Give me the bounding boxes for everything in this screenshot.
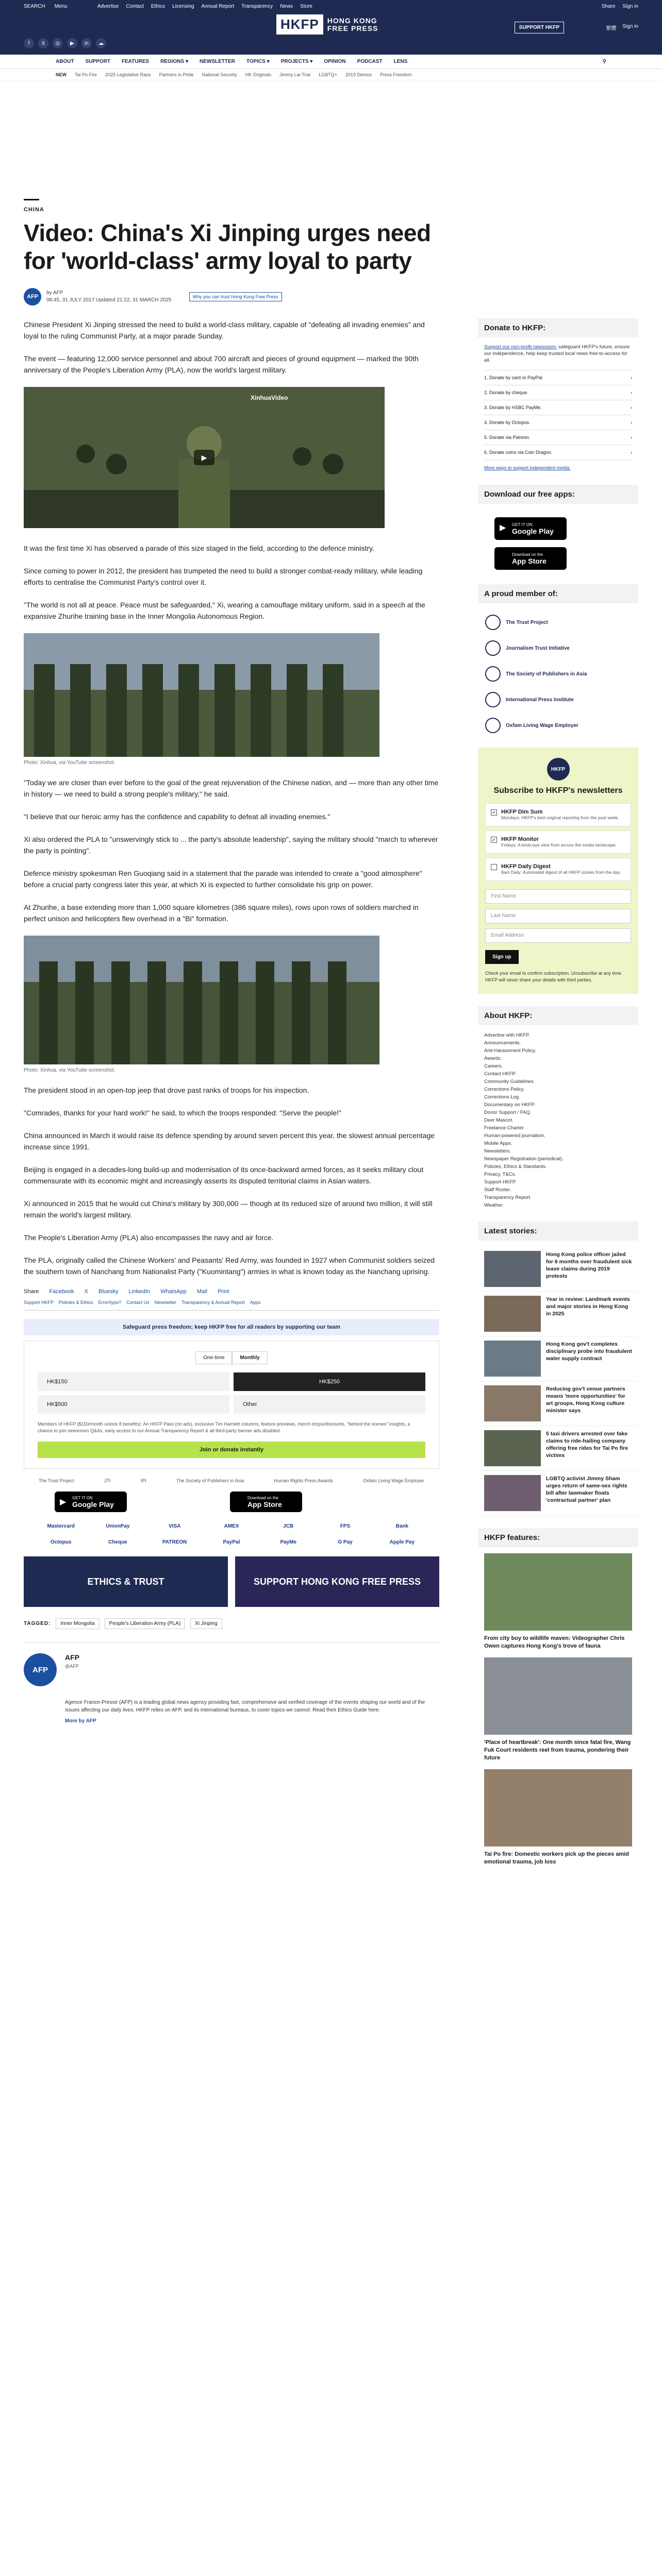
logo-trust-project[interactable]: The Trust Project [39,1478,74,1483]
payment-methods [24,1520,439,1548]
latest-story[interactable] [478,1426,638,1471]
share-x[interactable]: X [84,1289,89,1295]
share-label: Share [24,1289,39,1295]
about-link[interactable]: Contact HKFP. [484,1071,517,1077]
trending-item[interactable]: Jimmy Lai Trial [279,72,311,77]
header-sign-in-link[interactable]: Sign in [622,24,638,29]
app-store-small: Download on the [247,1495,279,1500]
first-name-input[interactable]: First Name [485,889,631,904]
trending-item[interactable]: 2019 Demos [345,72,372,77]
chevron-right-icon: › [631,390,632,395]
amount-option-selected[interactable]: HK$250 [234,1372,425,1391]
photo-soldiers-2-image [24,936,379,1064]
donate-text-body: safeguard HKFP's future, ensure our independence, help keep trusted local news free-to-access for all. [484,344,630,363]
feature-story[interactable] [478,1657,638,1769]
article [24,199,439,1724]
member-label: Oxfam Living Wage Employer [506,722,578,728]
logo-line-1: HONG KONG [327,16,377,25]
about-heading: About HKFP: [478,1006,638,1025]
story-thumbnail [484,1430,541,1466]
about-link[interactable]: Donor Support / FAQ. [484,1110,532,1115]
payment-method[interactable]: G Pay [338,1539,353,1545]
newsletter-name: HKFP Dim Sum [501,809,543,815]
newsletter-badge: HKFP [547,758,570,781]
nav-item-newsletter[interactable]: NEWSLETTER [199,59,235,64]
about-link[interactable]: Advertise with HKFP. [484,1032,530,1038]
app-store-badge[interactable] [230,1492,302,1512]
donate-option[interactable] [484,370,632,385]
donate-text [478,344,638,364]
latest-story[interactable] [478,1247,638,1292]
about-link[interactable]: Documentary on HKFP. [484,1102,536,1108]
youtube-icon[interactable]: ▶ [67,38,77,48]
photo-soldiers-2 [24,936,379,1064]
byline [24,288,439,306]
trending-label: NEW [56,72,67,77]
story-thumbnail [484,1251,541,1287]
about-link[interactable]: Privacy, T&Cs. [484,1172,516,1177]
logo-sopa[interactable]: The Society of Publishers in Asia [176,1478,244,1483]
promo-banners [24,1556,439,1607]
support-link[interactable]: Error/typo? [98,1300,122,1305]
nav-item-about[interactable]: ABOUT [56,59,74,64]
donate-option-label: 5. Donate via Patreon. [484,435,531,440]
newsletter-signup [478,748,638,994]
google-play-badge[interactable] [55,1492,127,1512]
toggle-monthly[interactable]: Monthly [232,1351,267,1364]
newsletter-title: Subscribe to HKFP's newsletters [493,786,623,795]
features-heading: HKFP features: [478,1528,638,1547]
checkbox-icon[interactable]: ✔ [491,809,497,816]
tags-label: TAGGED: [24,1621,51,1626]
amount-option-other[interactable]: Other [234,1395,425,1414]
member-sopa[interactable] [478,661,638,687]
search-link[interactable]: SEARCH [24,3,45,9]
utility-link-contact[interactable]: Contact [126,3,144,9]
publish-date: 08:45, 31 JULY 2017 Updated 21:22, 31 MARCH 2025 [46,297,172,303]
chevron-right-icon: › [631,435,632,440]
photo-caption: Photo: Xinhua, via YouTube screenshot. [24,1067,115,1073]
about-links [478,1031,638,1209]
trending-item[interactable]: 2025 Legislative Race [105,72,151,77]
about-link[interactable]: Newsletters. [484,1148,511,1154]
trending-item[interactable]: LGBTQ+ [319,72,337,77]
more-by-author-link[interactable]: More by AFP [65,1718,96,1724]
ipi-logo [485,692,501,707]
utility-link-advertise[interactable]: Advertise [97,3,119,9]
paragraph: It was the first time Xi has observed a parade of this size staged in the field, according to the defence ministry. [24,544,374,552]
paragraph: "Today we are closer than ever before to the goal of the great rejuvenation of the Chinese nation, and — more than any other time in history — we need to build a strong people's military," he said. [24,778,439,798]
payment-method[interactable]: PATREON [162,1539,187,1545]
author-box [24,1642,439,1724]
jti-logo [485,640,501,656]
photo-caption: Photo: Xinhua, via YouTube screenshot. [24,760,115,766]
donate-option[interactable] [484,415,632,430]
author-box-avatar[interactable]: AFP [24,1653,57,1686]
logo-hrpa[interactable]: Human Rights Press Awards [274,1478,333,1483]
share-linkedin[interactable]: LinkedIn [128,1289,151,1295]
newsletter-note: Check your email to confirm subscription. Unsubscribe at any time. HKFP will never share your details with third parties. [485,971,623,982]
language-link[interactable]: 繁體 [606,26,617,31]
x-icon[interactable]: X [38,38,48,48]
video-player[interactable] [24,387,385,528]
sidebar-google-play-badge[interactable] [494,517,567,540]
utility-link-transparency[interactable]: Transparency [241,3,273,9]
paragraph: Xi announced in 2015 that he would cut China's military by 300,000 — though at its reduced size of around two million, it will still remain the world's largest military. [24,1199,433,1219]
google-play-icon: ▶ [60,1498,67,1506]
sopa-logo [485,666,501,682]
photo-soldiers-1-image [24,633,379,757]
payment-method[interactable]: Octopus [50,1539,72,1545]
paragraph: The PLA, originally called the Chinese Workers' and Peasants' Red Army, was founded in 1927 when Communist soldiers seized the southern town of Nanchang from Nationalist Party ("Kuomintang") armies in what is known today as the Nanchang uprising. [24,1256,435,1276]
utility-link-licensing[interactable]: Licensing [172,3,194,9]
amount-options [38,1372,425,1414]
about-link[interactable]: Transparency Report. [484,1195,532,1200]
about-link[interactable]: Freelance Charter. [484,1125,525,1131]
about-link[interactable]: Newspaper Registration (periodical). [484,1156,564,1162]
story-thumbnail [484,1341,541,1377]
donate-strip[interactable]: Safeguard press freedom; keep HKFP free for all readers by supporting our team [24,1319,439,1335]
nav-item-regions[interactable]: REGIONS ▾ [160,59,188,64]
section-label[interactable]: CHINA [24,207,44,213]
trending-item[interactable]: Press Freedom [379,72,412,77]
latest-story[interactable] [478,1381,638,1426]
nav-item-podcast[interactable]: PODCAST [357,59,383,64]
about-link[interactable]: Human-powered journalism. [484,1133,545,1139]
google-play-small: GET IT ON [512,522,533,527]
social-icons [24,38,106,48]
payment-method[interactable]: JCB [283,1523,294,1529]
about-link[interactable]: Deer Mascot. [484,1117,514,1123]
member-label: International Press Institute [506,697,574,703]
support-link[interactable]: Policies & Ethics [59,1300,93,1305]
payment-method[interactable]: Mastercard [47,1523,75,1529]
about-link[interactable]: Awards. [484,1056,502,1061]
about-link[interactable]: Policies, Ethics & Standards. [484,1164,547,1170]
about-link[interactable]: Corrections Log. [484,1094,520,1100]
author-avatar[interactable]: AFP [24,288,41,306]
donate-heading: Donate to HKFP: [478,318,638,337]
about-link[interactable]: Staff Roster. [484,1187,511,1193]
payment-method[interactable]: Bank [395,1523,409,1529]
donate-option[interactable] [484,400,632,415]
latest-story[interactable] [478,1292,638,1336]
partner-logos [24,1478,439,1483]
latest-story[interactable] [478,1471,638,1516]
payment-method[interactable]: VISA [169,1523,181,1529]
more-ways-link[interactable]: More ways to support independent media. [484,465,571,470]
story-title: Reducing gov't venue partners means 'more opportunities' for art groups, Hong Kong culture minister says [546,1386,625,1414]
story-thumbnail [484,1385,541,1421]
author-social[interactable]: @AFP [65,1664,79,1669]
logo-ipi[interactable]: IPI [140,1478,146,1483]
nav-item-lens[interactable]: LENS [393,59,408,64]
story-title: 5 taxi drivers arrested over fake claims to ride-hailing company offering free rides for Tai Po fire victims [546,1431,628,1459]
linkedin-icon[interactable]: in [81,38,92,48]
sidebar [478,318,638,1873]
instagram-icon[interactable]: ◎ [53,38,63,48]
story-title: Hong Kong police officer jailed for 6 months over fraudulent sick leave claims during 2019 protests [546,1251,632,1279]
member-label: The Trust Project [506,619,548,625]
payment-method[interactable]: Apple Pay [389,1539,415,1545]
paragraph: The president stood in an open-top jeep that drove past ranks of troops for his inspection. [24,1086,309,1094]
logo-jti[interactable]: JTI [104,1478,111,1483]
toggle-one-time[interactable]: One-time [195,1351,232,1364]
google-play-small: GET IT ON [72,1495,93,1500]
menu-link[interactable]: Menu [54,3,68,9]
nav-item-opinion[interactable]: OPINION [324,59,346,64]
share-link[interactable]: Share [601,3,616,9]
sidebar-app-badges [478,510,638,577]
paragraph: "The world is not all at peace. Peace must be safeguarded," Xi, wearing a camouflage military uniform, said in a speech at the expansive Zhurihe training base in the Inner Mongolia Autonomous Region. [24,601,425,620]
app-store-small: Download on the [512,552,543,557]
video-watermark: XinhuaVideo [251,394,288,401]
checkbox-icon[interactable] [491,864,497,870]
trust-link[interactable]: Why you can trust Hong Kong Free Press [189,292,282,301]
latest-heading: Latest stories: [478,1222,638,1241]
feature-image [484,1769,632,1846]
donate-option-label: 3. Donate by HSBC PayMe. [484,405,542,410]
member-trust-project[interactable] [478,609,638,635]
utility-link-annual-report[interactable]: Annual Report [201,3,235,9]
member-ipi[interactable] [478,687,638,713]
top-utility-bar [0,0,662,12]
newsletter-option[interactable] [485,831,631,854]
donate-form [24,1341,439,1469]
payment-method[interactable]: AMEX [224,1523,239,1529]
member-heading: A proud member of: [478,584,638,603]
tag[interactable]: People's Liberation Army (PLA) [105,1618,186,1629]
newsletter-option[interactable] [485,803,631,826]
feature-image [484,1657,632,1735]
payment-method[interactable]: UnionPay [106,1523,130,1529]
about-link[interactable]: Mobile Apps. [484,1141,512,1146]
utility-link-ethics[interactable]: Ethics [151,3,166,9]
feature-story[interactable] [478,1769,638,1873]
paragraph: Defence ministry spokesman Ren Guoqiang said in a statement that the parade was intended to create a "good atmosphere" before a crucial party congress later this year, at which Xi is expected to further consolidate his grip on power. [24,869,422,889]
trending-item[interactable]: HK Originals [245,72,272,77]
member-label: The Society of Publishers in Asia [506,671,587,677]
feature-title: 'Place of heartbreak': One month since fatal fire, Wang Fuk Court residents reel from trauma, pondering their future [484,1739,631,1761]
paragraph: At Zhurihe, a base extending more than 1,000 square kilometres (386 square miles), rows upon rows of soldiers marched in perfect unison and helicopters flew overhead in a "Bi" formation. [24,903,419,923]
newsletter-name: HKFP Daily Digest [501,863,551,870]
search-icon[interactable]: ⚲ [602,59,606,64]
feature-image [484,1553,632,1631]
play-icon[interactable]: ▶ [194,450,214,465]
paragraph: China announced in March it would raise its defence spending by around seven percent this year, the slowest annual percentage increase since 1991. [24,1131,435,1151]
google-play-icon: ▶ [500,523,506,532]
donate-option[interactable] [484,385,632,400]
frequency-toggle [38,1351,425,1364]
email-input[interactable]: Email Address [485,928,631,943]
utility-links [97,4,312,9]
app-store-label: App Store [247,1500,282,1509]
chevron-right-icon: › [631,375,632,380]
trust-project-logo [485,615,501,630]
checkbox-icon[interactable]: ✔ [491,837,497,843]
top-sign-in-link[interactable]: Sign in [622,3,638,9]
latest-story[interactable] [478,1336,638,1381]
bluesky-icon[interactable]: ☁ [96,38,106,48]
logo-text [327,17,378,32]
main-nav [0,55,662,69]
amount-option[interactable]: HK$150 [38,1372,229,1391]
support-hkfp-button[interactable]: SUPPORT HKFP [515,22,564,33]
share-row [24,1289,439,1295]
tags [24,1618,439,1629]
story-thumbnail [484,1296,541,1332]
donate-text-link[interactable]: Support our non-profit newsroom: [484,344,557,350]
story-title: LGBTQ activist Jimmy Sham urges return of same-sex rights bill after lawmaker floats 'contractual partner' plan [546,1476,627,1503]
chevron-right-icon: › [631,450,632,455]
app-store-badges [24,1492,439,1512]
story-thumbnail [484,1475,541,1511]
ethics-banner[interactable]: ETHICS & TRUST [24,1556,228,1607]
logo-oxfam[interactable]: Oxfam Living Wage Employer [363,1478,424,1483]
photo-soldiers-1 [24,633,379,757]
story-title: Year in review: Landmark events and major stories in Hong Kong in 2025 [546,1296,630,1317]
paragraph: Xi also ordered the PLA to "unswervingly stick to ... the party's absolute leadership", saying the military should "march to wherever the party is pointing". [24,835,438,855]
tag[interactable]: Xi Jinping [190,1618,222,1629]
trending-item[interactable]: Partners in Pride [159,72,194,77]
article-title: Video: China's Xi Jinping urges need for 'world-class' army loyal to party [24,219,431,274]
paragraph: Since coming to power in 2012, the president has trumpeted the need to build a stronger combat-ready military, while leading efforts to centralise the Communist Party's control over it. [24,567,423,586]
donate-option-label: 4. Donate by Octopus. [484,420,531,425]
donate-option-label: 2. Donate by cheque. [484,390,528,395]
newsletter-name: HKFP Monitor [501,836,539,842]
newsletter-desc: 8am Daily: Automated digest of all HKFP stories from the day. [501,870,621,875]
site-header [0,12,662,55]
feature-title: From city boy to wildlife maven: Videographer Chris Owen captures Hong Kong's trove of fauna [484,1635,625,1649]
feature-story[interactable] [478,1553,638,1657]
paragraph: "Comrades, thanks for your hard work!" he said, to which the troops responded: "Serve the people!" [24,1109,341,1117]
support-link[interactable]: Newsletter [154,1300,177,1305]
newsletter-desc: Mondays: HKFP's best original reporting from the past week. [501,815,619,820]
sidebar-app-store-badge[interactable] [494,547,567,570]
oxfam-logo [485,718,501,733]
payment-method[interactable]: FPS [340,1523,351,1529]
support-link[interactable]: Transparency & Annual Report [181,1300,245,1305]
logo-box: HKFP [276,14,323,35]
utility-link-news[interactable]: News [280,3,293,9]
nav-item-support[interactable]: SUPPORT [85,59,110,64]
share-print[interactable]: Print [218,1289,229,1295]
member-label: Journalism Trust Initiative [506,645,570,651]
about-link[interactable]: Community Guidelines. [484,1079,535,1084]
trending-bar [0,69,662,80]
about-link[interactable]: Anti-Harassment Policy. [484,1048,536,1054]
nav-item-topics[interactable]: TOPICS ▾ [246,59,270,64]
newsletter-option[interactable] [485,858,631,881]
donate-option[interactable] [484,445,632,460]
share-whatsapp[interactable]: WhatsApp [160,1289,187,1295]
donate-option-label: 6. Donate coins via Coin Dragon. [484,450,553,455]
google-play-label: Google Play [72,1500,114,1509]
about-link[interactable]: Weather. [484,1202,504,1208]
chevron-right-icon: › [631,420,632,425]
tag[interactable]: Inner Mongolia [56,1618,99,1629]
paragraph: Beijing is engaged in a decades-long build-up and modernisation of its once-backward armed forces, as it seeks military clout commensurate with its economic might and increasingly asserts its disputed territorial claims in Asian waters. [24,1165,424,1185]
donate-options [484,370,632,460]
section-rule [24,199,39,200]
payment-method[interactable]: Cheque [108,1539,127,1545]
share-bluesky[interactable]: Bluesky [98,1289,119,1295]
payment-method[interactable]: PayMe [280,1539,297,1545]
about-link[interactable]: Announcements. [484,1040,521,1046]
about-link[interactable]: Support HKFP. [484,1179,517,1185]
site-logo[interactable] [276,14,378,35]
support-link[interactable]: Contact Us [126,1300,150,1305]
newsletter-desc: Fridays: A birds-eye view from across the media landscape. [501,842,617,848]
support-links [24,1300,439,1311]
share-facebook[interactable]: Facebook [49,1289,74,1295]
support-link[interactable]: Support HKFP [24,1300,54,1305]
paragraph: "I believe that our heroic army has the confidence and capability to defeat all invading enemies." [24,812,330,821]
sign-up-button[interactable]: Sign up [485,950,519,964]
utility-link-store[interactable]: Store [300,3,312,9]
join-button[interactable]: Join or donate instantly [38,1442,425,1458]
about-link[interactable]: Careers. [484,1063,503,1069]
member-jti[interactable] [478,635,638,661]
author-name[interactable]: by AFP [46,290,63,296]
last-name-input[interactable]: Last Name [485,909,631,923]
support-banner[interactable]: SUPPORT HONG KONG FREE PRESS [235,1556,439,1607]
amount-option[interactable]: HK$500 [38,1395,229,1414]
author-bio: Agence France-Presse (AFP) is a leading global news agency providing fast, comprehensive and verified coverage of the events shaping our world and of the issues affecting our daily lives. HKFP relies on AFP, and its international bureaus, to cover topics we cannot. Read their Ethics Guide here. [65,1700,425,1713]
support-link[interactable]: Apps [250,1300,261,1305]
paragraph: Chinese President Xi Jinping stressed the need to build a world-class military, capable of "defeating all invading enemies" and loyal to the ruling Communist Party, at a major parade Sunday. [24,320,425,340]
donate-option-label: 1. Donate by card or PayPal. [484,375,544,380]
trending-item[interactable]: Tai Po Fire [75,72,97,77]
donate-option[interactable] [484,430,632,445]
chevron-right-icon: › [631,405,632,410]
nav-item-projects[interactable]: PROJECTS ▾ [280,59,313,64]
facebook-icon[interactable]: f [24,38,34,48]
payment-method[interactable]: PayPal [223,1539,240,1545]
app-store-label: App Store [512,556,547,565]
trending-item[interactable]: National Security [202,72,237,77]
paragraph: The event — featuring 12,000 service personnel and about 700 aircraft and pieces of ground equipment — marked the 90th anniversary of the People's Liberation Army (PLA), now the world's largest military. [24,354,419,374]
paragraph: The People's Liberation Army (PLA) also encompasses the navy and air force. [24,1233,274,1242]
story-title: Hong Kong gov't completes disciplinary probe into fraudulent water supply contract [546,1341,632,1362]
member-oxfam[interactable] [478,713,638,738]
nav-item-features[interactable]: FEATURES [121,59,150,64]
feature-title: Tai Po fire: Domestic workers pick up the pieces amid emotional trauma, job loss [484,1851,629,1865]
logo-line-2: FREE PRESS [327,24,378,32]
share-mail[interactable]: Mail [196,1289,208,1295]
apps-heading: Download our free apps: [478,485,638,504]
members-note: Members of HKFP ($150/month unlock 8 benefits): An HKFP Pass (no ads), exclusive Tim Hamlett columns, feature previews, merch drops/discounts, "behind the scenes" insights, a chance to join newsroom Q&As, early access to our Annual Transparency Report & all third-party banner ads disabled. [38,1421,410,1433]
google-play-label: Google Play [512,527,554,535]
about-link[interactable]: Corrections Policy. [484,1087,525,1092]
author-box-name[interactable]: AFP [65,1653,79,1662]
